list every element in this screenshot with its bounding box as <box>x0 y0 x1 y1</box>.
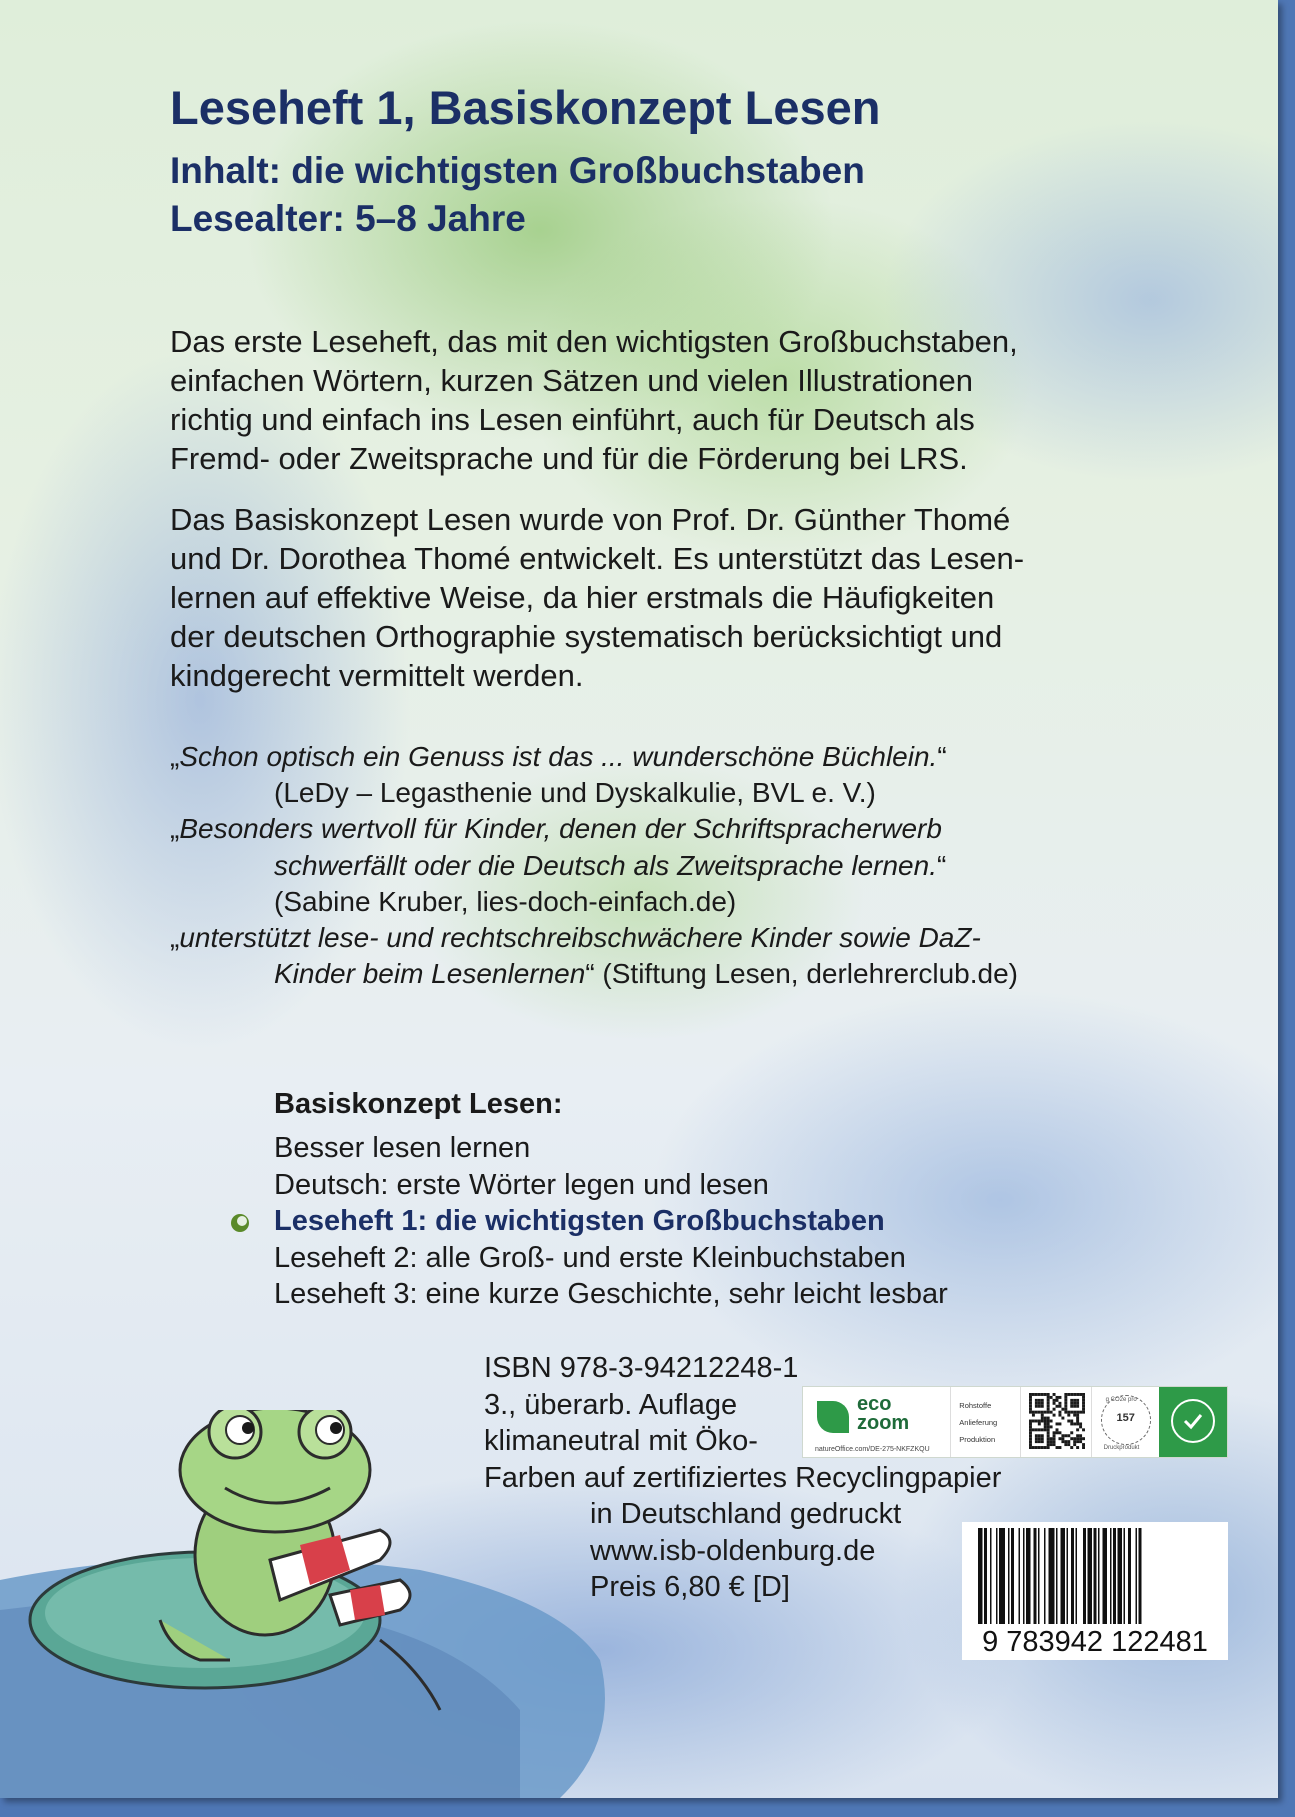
text-line: Das erste Leseheft, das mit den wichtigsten Großbuchstaben, <box>170 324 1018 359</box>
description-paragraph-2 <box>170 500 1170 695</box>
text-line: einfachen Wörtern, kurzen Sätzen und vielen Illustrationen <box>170 363 974 398</box>
series-list <box>274 1086 948 1313</box>
co2-compensated-badge <box>1159 1387 1227 1457</box>
series-item: Besser lesen lernen <box>274 1132 531 1164</box>
barcode-number: 9 783942 122481 <box>982 1626 1208 1658</box>
series-item: Leseheft 2: alle Groß- und erste Kleinbuchstaben <box>274 1241 906 1274</box>
ecozoom-label <box>802 1386 1228 1458</box>
frog-illustration <box>0 1410 640 1798</box>
leaf-icon <box>817 1401 849 1433</box>
quote-3: „unterstützt lese- und rechtschreibschwächere Kinder sowie DaZ- <box>170 921 981 953</box>
co2-seal: g CO2e pro 157 Druckprodukt <box>1092 1387 1160 1457</box>
print-info: Farben auf zertifiziertes Recyclingpapier <box>484 1461 1002 1494</box>
publisher-website: www.isb-oldenburg.de <box>590 1534 876 1567</box>
eco-categories: Rohstoffe Anlieferung Produktion <box>951 1387 1021 1457</box>
current-item-bullet-icon <box>230 1213 250 1233</box>
ecozoom-logo: eco zoom natureOffice.com/DE-275-NKFZKQU <box>803 1387 951 1457</box>
print-info: in Deutschland gedruckt <box>590 1498 902 1530</box>
quote-1: „Schon optisch ein Genuss ist das ... wunderschöne Büchlein.“ <box>170 741 947 772</box>
quote-2-source: (Sabine Kruber, lies-doch-einfach.de) <box>274 885 737 917</box>
text-line: Das Basiskonzept Lesen wurde von Prof. Dr. Günther Thomé <box>170 502 1011 537</box>
quote-2-cont: schwerfällt oder die Deutsch als Zweitsprache lernen.“ <box>274 849 947 881</box>
quote-1-source: (LeDy – Legasthenie und Dyskalkulie, BVL e. V.) <box>274 777 876 809</box>
review-quotes <box>170 739 1018 992</box>
series-item: Leseheft 3: eine kurze Geschichte, sehr leicht lesbar <box>274 1278 948 1310</box>
series-item-current: Leseheft 1: die wichtigsten Großbuchstaben <box>274 1203 948 1240</box>
price: Preis 6,80 € [D] <box>590 1571 790 1603</box>
text-line: der deutschen Orthographie systematisch berücksichtigt und <box>170 619 1003 654</box>
quote-2: „Besonders wertvoll für Kinder, denen der Schriftspracherwerb <box>170 813 942 845</box>
text-line: Fremd- oder Zweitsprache und für die Förderung bei LRS. <box>170 441 968 476</box>
description-paragraph-1 <box>170 322 1170 478</box>
series-heading: Basiskonzept Lesen: <box>274 1088 563 1120</box>
edition: 3., überarb. Auflage <box>484 1388 738 1421</box>
print-info: klimaneutral mit Öko- <box>484 1425 758 1457</box>
isbn-barcode <box>962 1522 1228 1660</box>
text-line: lernen auf effektive Weise, da hier erstmals die Häufigkeiten <box>170 580 995 615</box>
isbn: ISBN 978-3-94212248-1 <box>484 1352 799 1384</box>
barcode-icon <box>962 1522 1228 1626</box>
checkmark-icon <box>1181 1409 1205 1433</box>
book-subtitle: Inhalt: die wichtigsten Großbuchstaben <box>170 150 865 191</box>
quote-3-cont: Kinder beim Lesenlernen“ (Stiftung Lesen, derlehrerclub.de) <box>274 958 1018 990</box>
reading-age: Lesealter: 5–8 Jahre <box>170 198 526 239</box>
text-line: und Dr. Dorothea Thomé entwickelt. Es unterstützt das Lesen- <box>170 541 1025 576</box>
qr-code-icon <box>1021 1387 1092 1457</box>
text-line: kindgerecht vermittelt werden. <box>170 658 584 693</box>
series-item: Deutsch: erste Wörter legen und lesen <box>274 1168 769 1201</box>
book-title: Leseheft 1, Basiskonzept Lesen <box>170 81 881 134</box>
text-line: richtig und einfach ins Lesen einführt, auch für Deutsch als <box>170 402 975 437</box>
